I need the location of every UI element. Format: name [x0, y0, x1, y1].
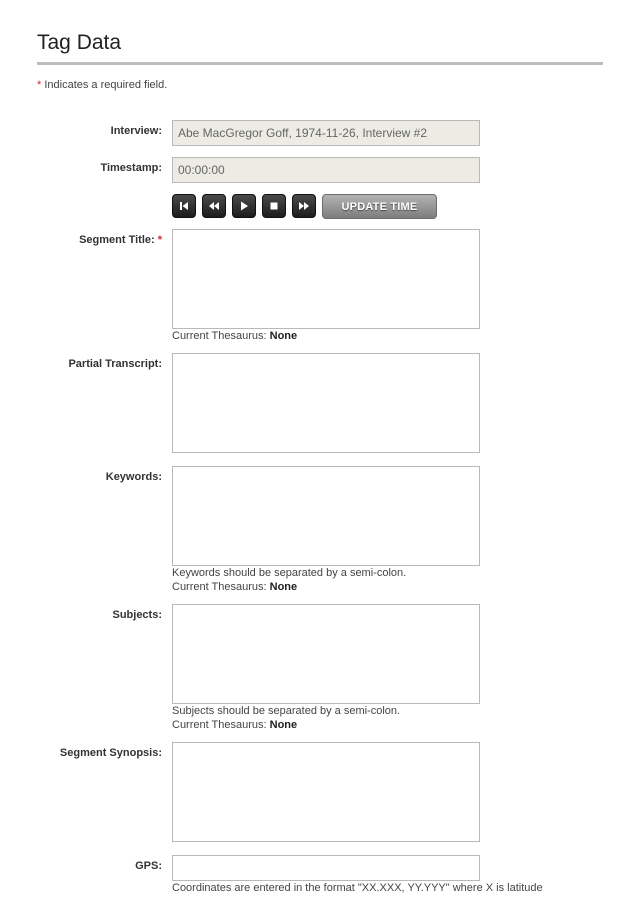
thesaurus-prefix: Current Thesaurus:: [172, 330, 270, 342]
fast-forward-icon: [298, 200, 310, 212]
segment-title-field[interactable]: [172, 229, 480, 329]
keywords-thesaurus: [172, 581, 297, 594]
subjects-help: Subjects should be separated by a semi-colon.: [172, 705, 401, 717]
subjects-thesaurus: [172, 719, 297, 732]
interview-label: Interview:: [110, 125, 162, 137]
page-title: Tag Data: [37, 31, 122, 54]
timestamp-field[interactable]: [172, 157, 480, 183]
timestamp-label: Timestamp:: [100, 162, 162, 174]
required-star: *: [37, 79, 42, 91]
play-icon: [238, 200, 250, 212]
skip-back-icon: [178, 200, 190, 212]
title-divider: [37, 62, 603, 65]
subjects-label: Subjects:: [112, 609, 162, 621]
gps-help: Coordinates are entered in the format "XX.XXX, YY.YYY" where X is latitude: [172, 882, 543, 894]
thesaurus-value: None: [269, 719, 298, 731]
required-star: *: [157, 234, 162, 246]
skip-back-button[interactable]: [172, 194, 196, 218]
fast-forward-button[interactable]: [292, 194, 316, 218]
partial-transcript-field[interactable]: [172, 353, 480, 453]
update-time-button[interactable]: UPDATE TIME: [322, 194, 437, 219]
interview-field[interactable]: [172, 120, 480, 146]
keywords-help: Keywords should be separated by a semi-colon.: [172, 567, 407, 579]
thesaurus-value: None: [269, 330, 298, 342]
gps-field[interactable]: [172, 855, 480, 881]
segment-title-label: [79, 234, 162, 246]
required-field-note: [37, 79, 167, 91]
keywords-label: Keywords:: [105, 471, 162, 483]
required-note-text: Indicates a required field.: [41, 79, 168, 91]
keywords-field[interactable]: [172, 466, 480, 566]
gps-label: GPS:: [135, 860, 162, 872]
thesaurus-prefix: Current Thesaurus:: [172, 581, 270, 593]
stop-button[interactable]: [262, 194, 286, 218]
stop-icon: [268, 200, 280, 212]
segment-synopsis-label: Segment Synopsis:: [59, 747, 162, 759]
rewind-icon: [208, 200, 220, 212]
partial-transcript-label: Partial Transcript:: [68, 358, 162, 370]
segment-synopsis-field[interactable]: [172, 742, 480, 842]
thesaurus-prefix: Current Thesaurus:: [172, 719, 270, 731]
subjects-field[interactable]: [172, 604, 480, 704]
segment-title-label-text: Segment Title:: [79, 234, 155, 246]
play-button[interactable]: [232, 194, 256, 218]
segment-title-thesaurus: [172, 330, 297, 343]
rewind-button[interactable]: [202, 194, 226, 218]
thesaurus-value: None: [269, 581, 298, 593]
